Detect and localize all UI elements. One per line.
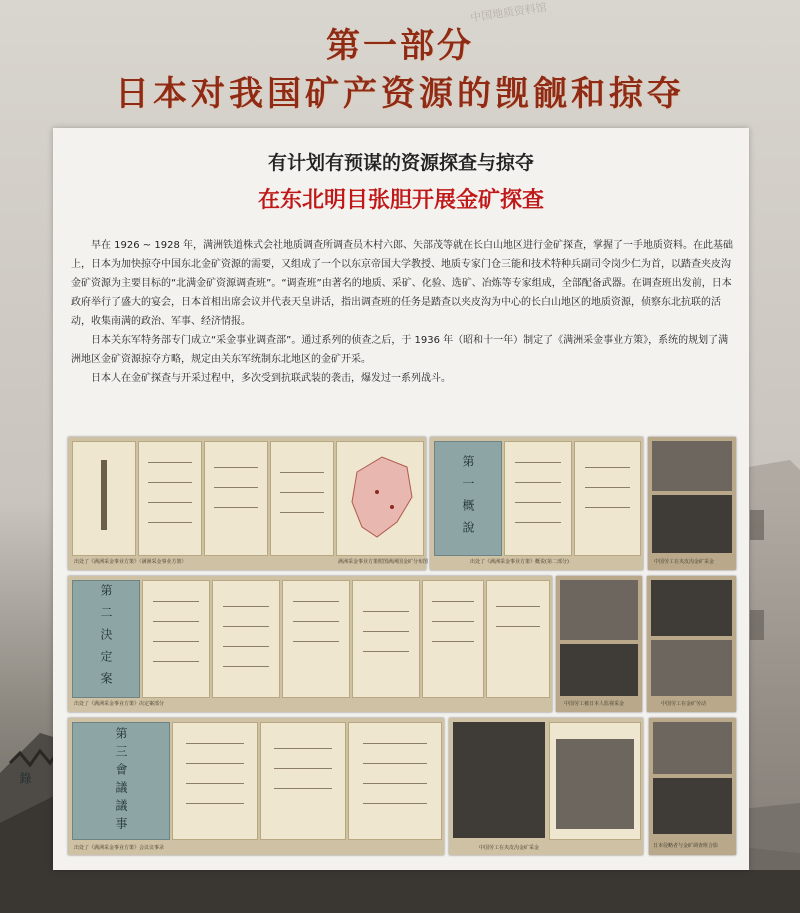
photo (653, 722, 732, 774)
document-page (204, 441, 268, 556)
photo-page (549, 722, 641, 840)
caption: 满洲采金事业方策附图满洲国金矿分布图 (338, 559, 429, 565)
cover-page: 第三會議議事錄 (72, 722, 170, 840)
body-text (71, 236, 733, 388)
photo-card-4 (449, 718, 643, 855)
cover-page: 第一概說 (434, 441, 502, 556)
document-page (422, 580, 484, 698)
watermark-text: 中国地质资料馆 (469, 0, 548, 25)
document-page (348, 722, 442, 840)
document-page (352, 580, 420, 698)
document-page (504, 441, 572, 556)
section-highlight-title: 在东北明目张胆开展金矿探查 (257, 188, 544, 213)
caption: 出处了《满洲采金事业方策》会议议事录 (74, 845, 165, 851)
photo (653, 778, 732, 834)
caption: 出处了《满洲采金事业方策》（满洲采金事业方策） (74, 559, 187, 565)
caption: 出处了《满洲采金事业方策》概说(第二部分) (470, 559, 569, 565)
photo-card-1 (648, 437, 736, 570)
document-page (142, 580, 210, 698)
main-title: 日本对我国矿产资源的觊觎和掠夺 (115, 74, 685, 114)
photo (560, 644, 638, 696)
document-page (486, 580, 550, 698)
document-page (72, 441, 136, 556)
document-page (282, 580, 350, 698)
photo-card-5 (649, 718, 736, 855)
photo (453, 722, 545, 838)
caption: 中国劳工在金矿劳动 (661, 701, 707, 707)
paragraph-3: 日本人在金矿探查与开采过程中，多次受到抗联武装的袭击，爆发过一系列战斗。 (91, 373, 451, 384)
paragraph-1: 早在 1926 ~ 1928 年，满洲铁道株式会社地质调查所调查员木村六郎、矢部茂等就在长白山地区进行金矿探查，掌握了一手地质资料。在此基础上，日本为加快掠夺中国东北金矿资源的需要，又组成了一个以东京帝国大学教授、地质专家门仓三能和技术特种兵副司令岗少仁为首，以踏查夹皮沟金矿资源为主要目标的“北满金矿资源调查班”。“调查班”由著名的地质、采矿、化验、选矿、冶炼等专家组成，全部配备武器。在调查班出发前，日本政府举行了盛大的宴会，日本首相出席会议并代表天皇讲话，指出调查班的任务是踏查以夹皮沟为中心的长白山地区的地质资源，侦察东北抗联的活动，收集南满的政治、军事、经济情报。 (71, 240, 733, 327)
document-card-4 (18, 718, 444, 855)
photo (652, 495, 732, 553)
caption: 出处了《满洲采金事业方策》决定案部分 (74, 701, 165, 707)
document-page (260, 722, 346, 840)
document-page (270, 441, 334, 556)
paragraph-2: 日本关东军特务部专门成立“采金事业调查部”。通过系列的侦查之后，于 1936 年（昭和十一年）制定了《满洲采金事业方策》，系统的规划了满洲地区金矿资源掠夺方略，规定由关东军统制东北地区的金矿开采。 (71, 335, 729, 365)
document-card-2 (430, 437, 643, 570)
photo (556, 739, 634, 829)
header (0, 0, 800, 125)
photo (651, 640, 732, 696)
photo (652, 441, 732, 491)
photo (560, 580, 638, 640)
part-title: 第一部分 (326, 26, 474, 66)
caption: 中国劳工在夹皮沟金矿采金 (479, 845, 540, 851)
section-subtitle: 有计划有预谋的资源探查与掠夺 (267, 152, 534, 174)
document-card-3 (68, 576, 552, 712)
gold-mine-map (336, 441, 424, 556)
photo-card-2 (556, 576, 642, 712)
document-page (172, 722, 258, 840)
photo (651, 580, 732, 636)
caption: 中国劳工在夹皮沟金矿采金 (654, 559, 715, 565)
document-page (212, 580, 280, 698)
document-page (574, 441, 641, 556)
document-card-1 (68, 437, 429, 570)
cover-page: 第二決定案 (72, 580, 140, 698)
caption: 日本侵略者与金矿调查班合影 (653, 843, 719, 849)
photo-card-3 (647, 576, 736, 712)
caption: 中国劳工被日本人监视采金 (564, 701, 625, 707)
document-page (138, 441, 202, 556)
map-image (337, 442, 423, 555)
